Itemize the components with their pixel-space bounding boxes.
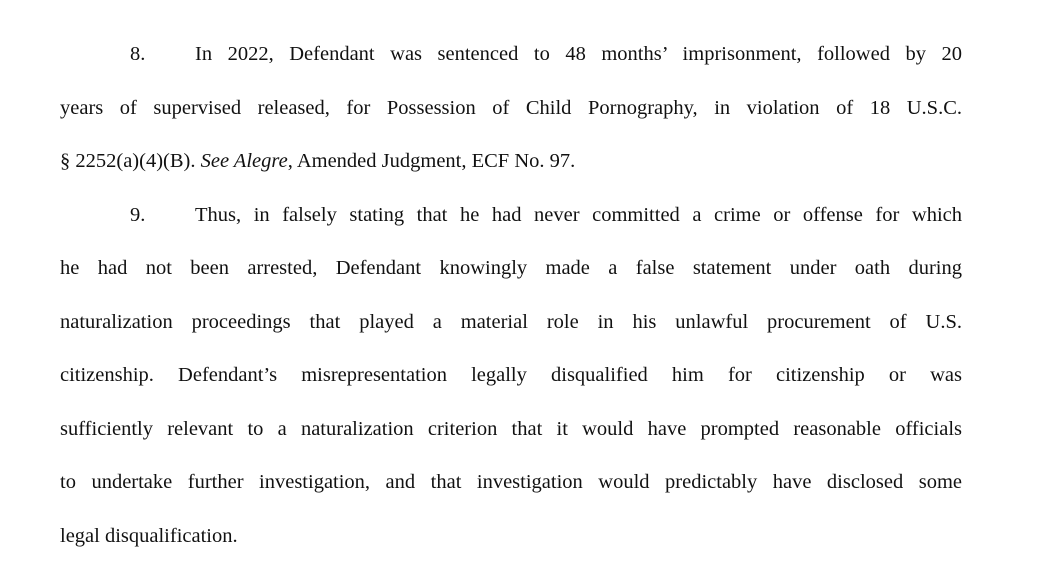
- paragraph-line: [60, 189, 962, 243]
- paragraph-line: to undertake further investigation, and that investigation would predictably have disclosed some: [60, 456, 962, 510]
- paragraph-number: 9.: [130, 189, 195, 243]
- paragraph-9: [60, 189, 962, 563]
- paragraph-line: [60, 28, 962, 82]
- paragraph-line: sufficiently relevant to a naturalization criterion that it would have prompted reasonable officials: [60, 403, 962, 457]
- paragraph-line: citizenship. Defendant’s misrepresentation legally disqualified him for citizenship or was: [60, 349, 962, 403]
- paragraph-number: 8.: [130, 28, 195, 82]
- paragraph-text: In 2022, Defendant was sentenced to 48 months’ imprisonment, followed by 20: [195, 43, 962, 65]
- paragraph-line: naturalization proceedings that played a material role in his unlawful procurement of U.S.: [60, 296, 962, 350]
- citation-text: § 2252(a)(4)(B).: [60, 150, 201, 172]
- citation-text: , Amended Judgment, ECF No. 97.: [288, 150, 576, 172]
- paragraph-line: legal disqualification.: [60, 510, 962, 563]
- paragraph-line: years of supervised released, for Possession of Child Pornography, in violation of 18 U.S.C.: [60, 82, 962, 136]
- paragraph-line: [60, 135, 962, 189]
- paragraph-8: [60, 28, 962, 189]
- paragraph-line: he had not been arrested, Defendant knowingly made a false statement under oath during: [60, 242, 962, 296]
- paragraph-text: Thus, in falsely stating that he had never committed a crime or offense for which: [195, 204, 962, 226]
- document-page: [60, 28, 962, 563]
- case-name-italic: See Alegre: [201, 150, 288, 172]
